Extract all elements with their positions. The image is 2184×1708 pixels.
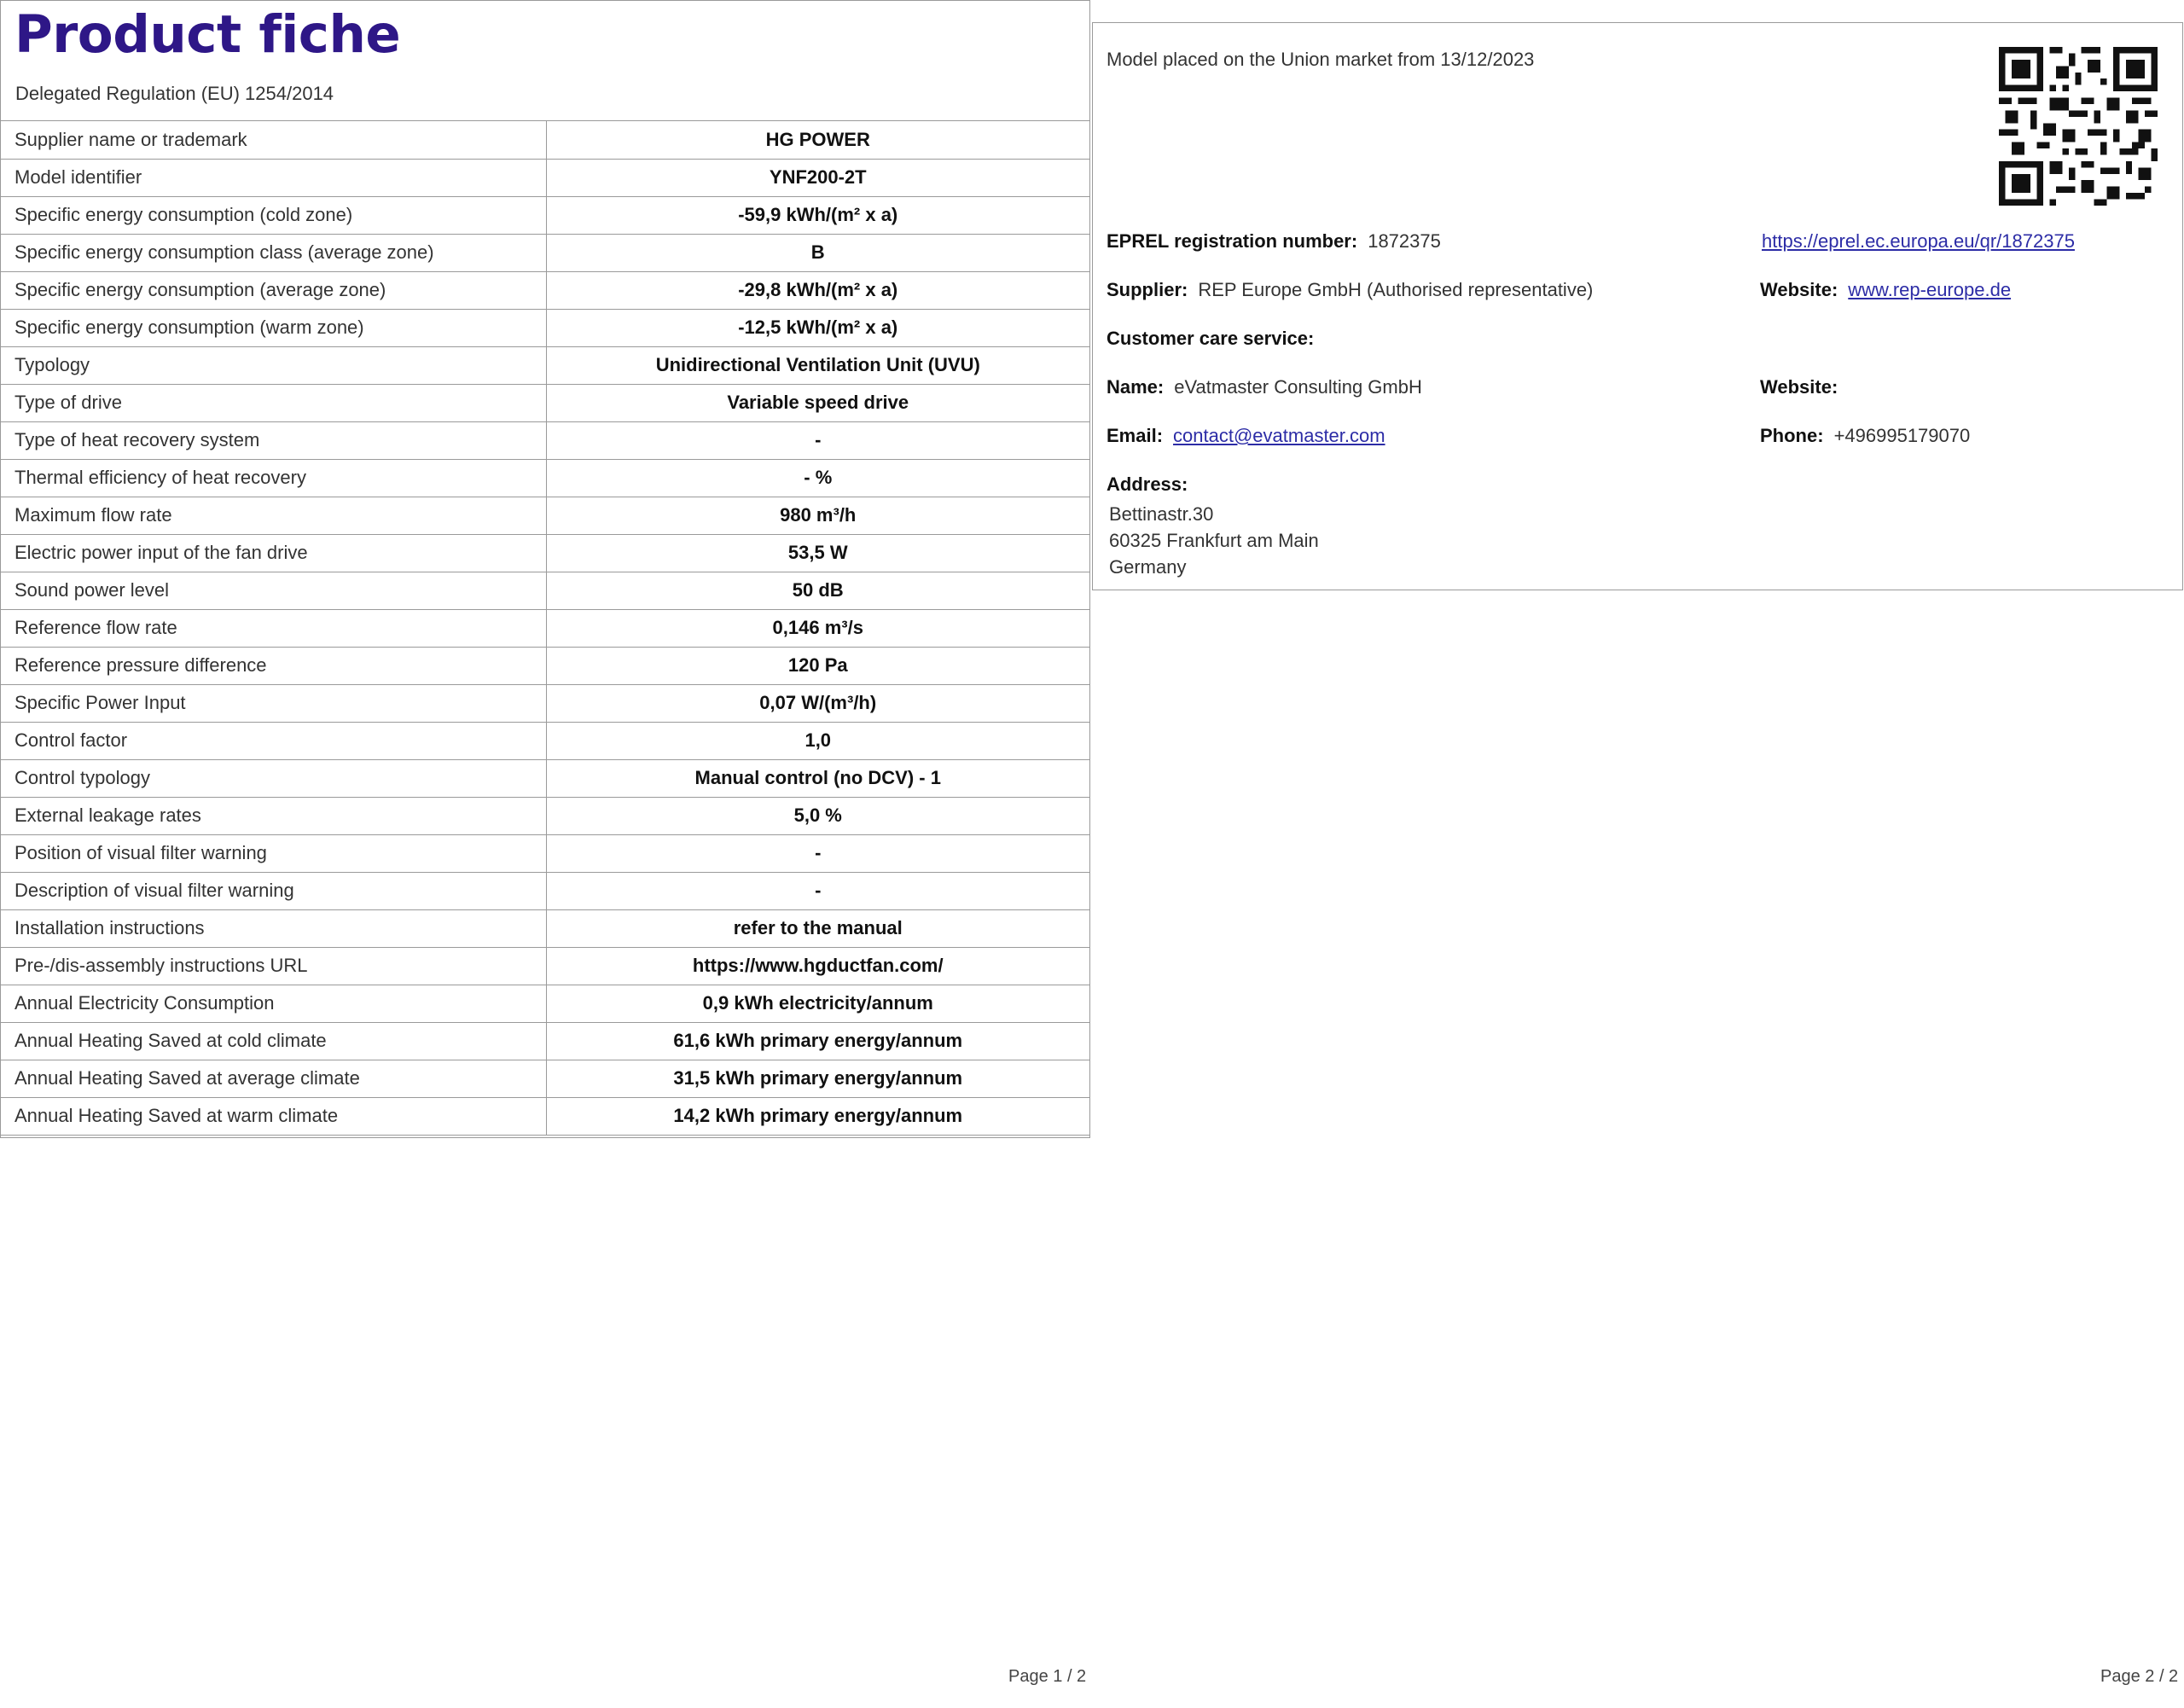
table-row	[1, 421, 1089, 459]
row-label: Reference pressure difference	[1, 647, 546, 684]
row-value: 5,0 %	[546, 797, 1089, 834]
spec-table	[1, 121, 1089, 1136]
row-value: -	[546, 872, 1089, 909]
table-row	[1, 684, 1089, 722]
row-label: Type of heat recovery system	[1, 421, 546, 459]
row-value: refer to the manual	[546, 909, 1089, 947]
email-label: Email:	[1107, 425, 1164, 446]
row-value: 980 m³/h	[546, 497, 1089, 534]
email-row	[1107, 425, 1385, 447]
eprel-link-row	[1762, 230, 2075, 253]
row-label: Model identifier	[1, 159, 546, 196]
row-value: 61,6 kWh primary energy/annum	[546, 1022, 1089, 1060]
table-row	[1, 196, 1089, 234]
row-label: Electric power input of the fan drive	[1, 534, 546, 572]
address-heading	[1107, 473, 1198, 496]
row-label: Reference flow rate	[1, 609, 546, 647]
product-fiche-page	[0, 0, 1090, 1138]
row-label: Annual Heating Saved at cold climate	[1, 1022, 546, 1060]
row-label: Description of visual filter warning	[1, 872, 546, 909]
table-row	[1, 1097, 1089, 1135]
row-value: 31,5 kWh primary energy/annum	[546, 1060, 1089, 1097]
address-line: Germany	[1109, 556, 1187, 578]
row-label: Control typology	[1, 759, 546, 797]
row-value: -59,9 kWh/(m² x a)	[546, 196, 1089, 234]
row-value: -	[546, 421, 1089, 459]
row-label: External leakage rates	[1, 797, 546, 834]
row-value: Unidirectional Ventilation Unit (UVU)	[546, 346, 1089, 384]
row-label: Annual Heating Saved at average climate	[1, 1060, 546, 1097]
row-label: Position of visual filter warning	[1, 834, 546, 872]
address-block	[1109, 501, 1319, 580]
row-value: 14,2 kWh primary energy/annum	[546, 1097, 1089, 1135]
market-date-text: Model placed on the Union market from 13/12/2023	[1107, 49, 1535, 70]
table-row	[1, 609, 1089, 647]
row-value: -	[546, 834, 1089, 872]
table-row	[1, 497, 1089, 534]
supplier-website-link[interactable]: www.rep-europe.de	[1848, 279, 2012, 300]
customer-care-website-label: Website:	[1760, 376, 1838, 398]
row-value: https://www.hgductfan.com/	[546, 947, 1089, 985]
phone-value: +496995179070	[1833, 425, 1971, 446]
row-value: YNF200-2T	[546, 159, 1089, 196]
row-label: Supplier name or trademark	[1, 121, 546, 159]
address-line: 60325 Frankfurt am Main	[1109, 530, 1319, 551]
table-row	[1, 234, 1089, 271]
supplier-website-row	[1760, 279, 2011, 301]
table-row	[1, 797, 1089, 834]
row-value: Manual control (no DCV) - 1	[546, 759, 1089, 797]
table-row	[1, 271, 1089, 309]
eprel-link[interactable]: https://eprel.ec.europa.eu/qr/1872375	[1762, 230, 2075, 252]
row-value: 1,0	[546, 722, 1089, 759]
eprel-info-page	[1092, 22, 2183, 590]
table-row	[1, 1022, 1089, 1060]
row-label: Installation instructions	[1, 909, 546, 947]
phone-row	[1760, 425, 1970, 447]
name-value: eVatmaster Consulting GmbH	[1174, 376, 1422, 398]
table-row	[1, 872, 1089, 909]
row-value: HG POWER	[546, 121, 1089, 159]
eprel-number: 1872375	[1368, 230, 1441, 252]
row-value: 0,146 m³/s	[546, 609, 1089, 647]
row-value: - %	[546, 459, 1089, 497]
table-row	[1, 947, 1089, 985]
regulation-subtitle: Delegated Regulation (EU) 1254/2014	[15, 83, 334, 104]
page-number-1: Page 1 / 2	[1008, 1667, 1087, 1686]
fiche-header	[1, 1, 1089, 121]
table-row	[1, 534, 1089, 572]
row-label: Control factor	[1, 722, 546, 759]
row-label: Specific energy consumption (average zone)	[1, 271, 546, 309]
supplier-row	[1107, 279, 1593, 301]
address-label: Address:	[1107, 473, 1188, 495]
table-row	[1, 572, 1089, 609]
table-row	[1, 309, 1089, 346]
table-row	[1, 346, 1089, 384]
row-label: Specific energy consumption (cold zone)	[1, 196, 546, 234]
table-row	[1, 647, 1089, 684]
row-label: Type of drive	[1, 384, 546, 421]
row-label: Annual Electricity Consumption	[1, 985, 546, 1022]
phone-label: Phone:	[1760, 425, 1824, 446]
page-number-2: Page 2 / 2	[2100, 1667, 2179, 1686]
customer-care-label: Customer care service:	[1107, 328, 1315, 349]
table-row	[1, 834, 1089, 872]
page-title: Product fiche	[15, 4, 401, 65]
row-label: Thermal efficiency of heat recovery	[1, 459, 546, 497]
table-row	[1, 121, 1089, 159]
supplier-website-label: Website:	[1760, 279, 1838, 300]
row-label: Pre-/dis-assembly instructions URL	[1, 947, 546, 985]
row-value: 120 Pa	[546, 647, 1089, 684]
customer-care-heading	[1107, 328, 1324, 350]
row-value: 0,07 W/(m³/h)	[546, 684, 1089, 722]
row-value: -12,5 kWh/(m² x a)	[546, 309, 1089, 346]
row-label: Specific energy consumption (warm zone)	[1, 309, 546, 346]
qr-code-icon[interactable]	[1999, 47, 2158, 206]
row-label: Sound power level	[1, 572, 546, 609]
eprel-label: EPREL registration number:	[1107, 230, 1358, 252]
row-label: Maximum flow rate	[1, 497, 546, 534]
table-row	[1, 759, 1089, 797]
table-row	[1, 159, 1089, 196]
row-value: B	[546, 234, 1089, 271]
supplier-value: REP Europe GmbH (Authorised representative)	[1198, 279, 1594, 300]
name-label: Name:	[1107, 376, 1165, 398]
row-value: 0,9 kWh electricity/annum	[546, 985, 1089, 1022]
row-label: Specific Power Input	[1, 684, 546, 722]
table-row	[1, 985, 1089, 1022]
row-value: Variable speed drive	[546, 384, 1089, 421]
email-link[interactable]: contact@evatmaster.com	[1173, 425, 1385, 446]
row-label: Annual Heating Saved at warm climate	[1, 1097, 546, 1135]
row-value: -29,8 kWh/(m² x a)	[546, 271, 1089, 309]
supplier-label: Supplier:	[1107, 279, 1188, 300]
table-row	[1, 1060, 1089, 1097]
name-row	[1107, 376, 1422, 398]
table-row	[1, 459, 1089, 497]
row-label: Specific energy consumption class (average zone)	[1, 234, 546, 271]
row-value: 53,5 W	[546, 534, 1089, 572]
table-row	[1, 384, 1089, 421]
row-value: 50 dB	[546, 572, 1089, 609]
eprel-registration	[1107, 230, 1441, 253]
row-label: Typology	[1, 346, 546, 384]
table-row	[1, 909, 1089, 947]
customer-care-website-row	[1760, 376, 1848, 398]
table-row	[1, 722, 1089, 759]
address-line: Bettinastr.30	[1109, 503, 1214, 525]
